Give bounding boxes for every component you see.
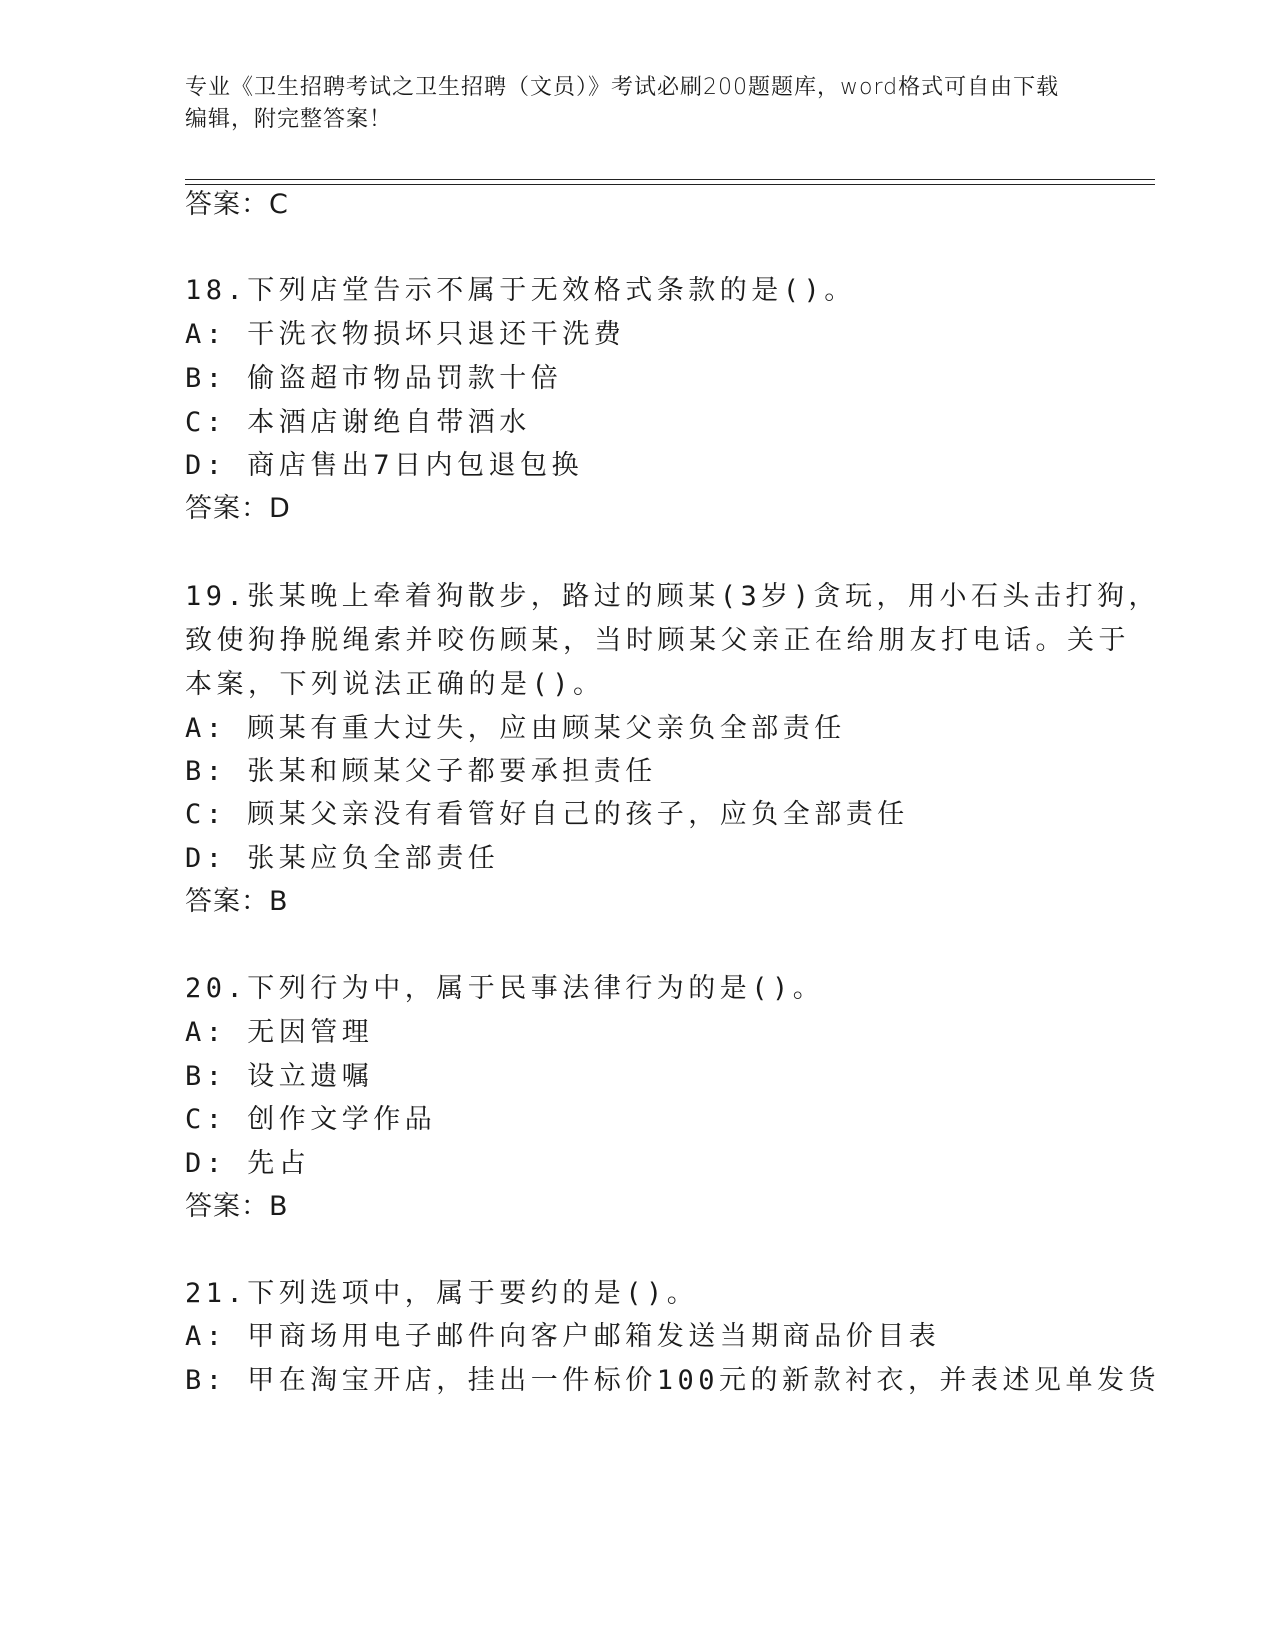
q20-option-b: B: 设立遗嘱 (185, 1061, 374, 1092)
q20-option-a: A: 无因管理 (185, 1017, 374, 1048)
q19-option-c: C: 顾某父亲没有看管好自己的孩子，应负全部责任 (185, 799, 909, 830)
document-header: 专业《卫生招聘考试之卫生招聘（文员）》考试必刷200题题库，word格式可自由下载编辑，附完整答案！ (185, 75, 1060, 132)
answer-17: 答案：C (185, 189, 289, 220)
q18-option-d: D: 商店售出7日内包退包换 (185, 450, 584, 481)
q21-option-a: A: 甲商场用电子邮件向客户邮箱发送当期商品价目表 (185, 1321, 941, 1352)
question-19-line-2: 致使狗挣脱绳索并咬伤顾某，当时顾某父亲正在给朋友打电话。关于 (185, 625, 1130, 656)
q18-option-a: A: 干洗衣物损坏只退还干洗费 (185, 319, 626, 350)
q19-answer: 答案：B (185, 886, 289, 917)
q20-answer: 答案：B (185, 1191, 289, 1222)
q18-answer: 答案：D (185, 493, 291, 524)
header-rule-bottom (185, 184, 1155, 185)
q19-option-b: B: 张某和顾某父子都要承担责任 (185, 756, 657, 787)
question-19-line-3: 本案，下列说法正确的是()。 (185, 669, 605, 700)
q20-option-c: C: 创作文学作品 (185, 1104, 437, 1135)
header-rule-top (185, 179, 1155, 180)
question-18: 18.下列店堂告示不属于无效格式条款的是()。 (185, 275, 856, 306)
question-20: 20.下列行为中，属于民事法律行为的是()。 (185, 973, 825, 1004)
q18-option-c: C: 本酒店谢绝自带酒水 (185, 407, 531, 438)
question-19-line-1: 19.张某晚上牵着狗散步，路过的顾某(3岁)贪玩，用小石头击打狗， (185, 581, 1161, 612)
q21-option-b: B: 甲在淘宝开店，挂出一件标价100元的新款衬衣，并表述见单发货 (185, 1365, 1161, 1396)
q18-option-b: B: 偷盗超市物品罚款十倍 (185, 363, 563, 394)
q19-option-a: A: 顾某有重大过失，应由顾某父亲负全部责任 (185, 713, 846, 744)
question-21: 21.下列选项中，属于要约的是()。 (185, 1278, 699, 1309)
q20-option-d: D: 先占 (185, 1148, 311, 1179)
q19-option-d: D: 张某应负全部责任 (185, 843, 500, 874)
